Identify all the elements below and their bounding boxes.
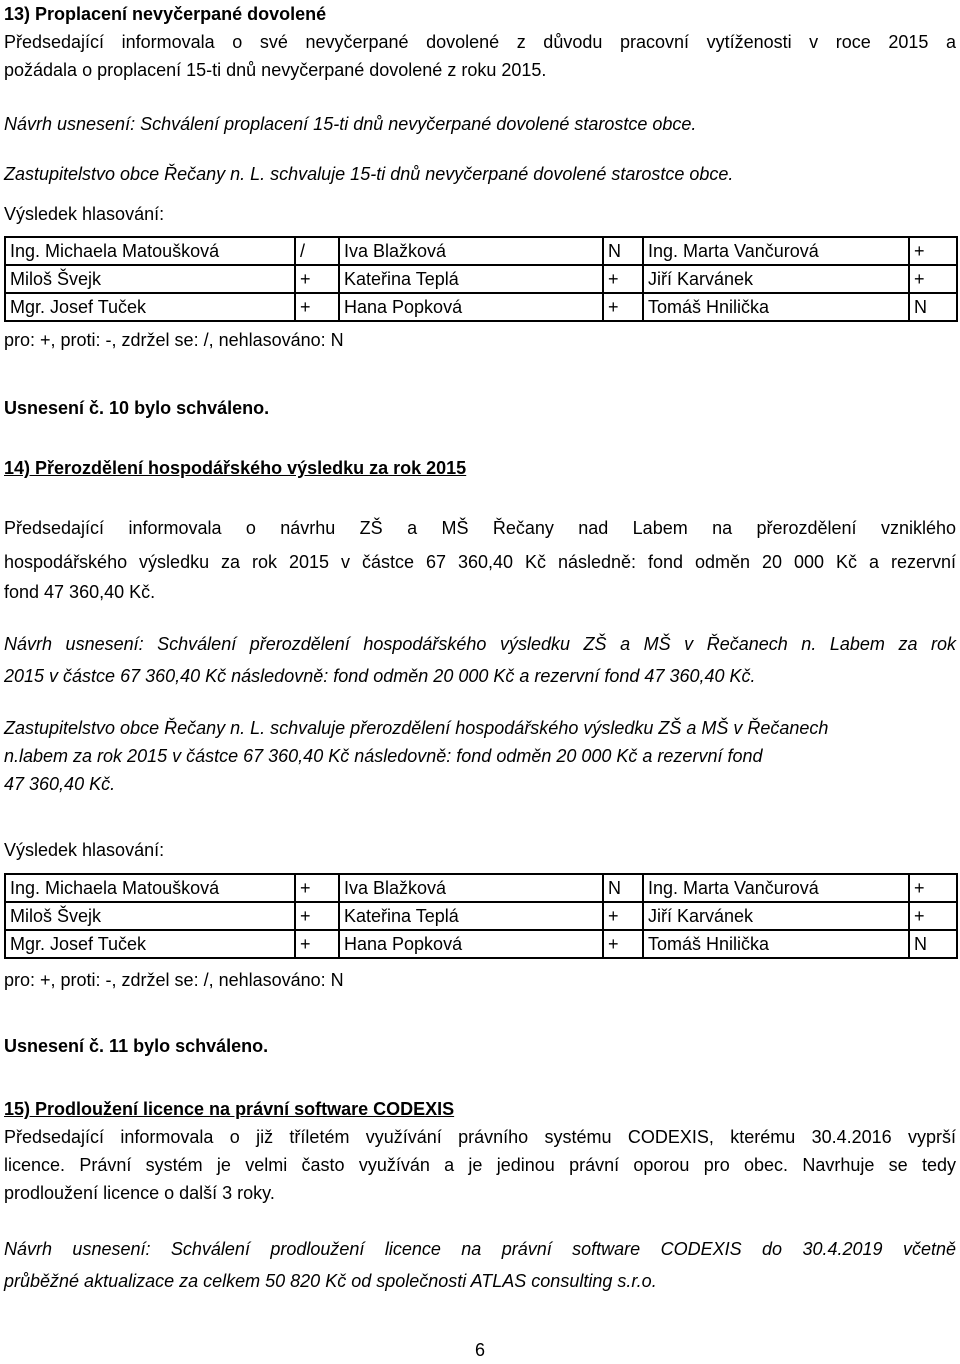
vote-title: Výsledek hlasování:: [4, 204, 165, 224]
vote-mark: N: [603, 874, 643, 902]
intro-line: fond 47 360,40 Kč.: [4, 582, 156, 602]
member-name: Ing. Michaela Matoušková: [5, 237, 295, 265]
member-name: Jiří Karvánek: [643, 265, 909, 293]
vote-mark: +: [909, 874, 957, 902]
vote-mark: +: [295, 902, 339, 930]
member-name: Iva Blažková: [339, 237, 603, 265]
proposal-line: 2015 v částce 67 360,40 Kč následovně: fond odměn 20 000 Kč a rezervní fond 47 360,40 Kč.: [4, 666, 756, 686]
decision-text: Zastupitelstvo obce Řečany n. L. schvaluje 15-ti dnů nevyčerpané dovolené starostce obce.: [4, 164, 734, 184]
vote-mark: +: [909, 265, 957, 293]
member-name: Tomáš Hnilička: [643, 930, 909, 958]
vote-mark: +: [603, 902, 643, 930]
vote-title: Výsledek hlasování:: [4, 840, 165, 860]
resolution-result: Usnesení č. 11 bylo schváleno.: [4, 1036, 269, 1056]
section-heading: 14) Přerozdělení hospodářského výsledku za rok 2015: [4, 458, 467, 478]
member-name: Ing. Marta Vančurová: [643, 874, 909, 902]
resolution-result: Usnesení č. 10 bylo schváleno.: [4, 398, 270, 418]
vote-row: [5, 265, 957, 293]
member-name: Ing. Michaela Matoušková: [5, 874, 295, 902]
member-name: Hana Popková: [339, 293, 603, 321]
vote-row: [5, 902, 957, 930]
vote-mark: +: [295, 874, 339, 902]
proposal-text: Návrh usnesení: Schválení proplacení 15-ti dnů nevyčerpané dovolené starostce obce.: [4, 114, 697, 134]
proposal-line: Návrh usnesení: Schválení přerozdělení hospodářského výsledku ZŠ a MŠ v Řečanech n. Labem za rok: [4, 634, 956, 654]
vote-mark: +: [295, 293, 339, 321]
proposal-line: Návrh usnesení: Schválení prodloužení licence na právní software CODEXIS do 30.4.2019 včetně: [4, 1239, 956, 1259]
page-number: 6: [474, 1340, 485, 1360]
vote-mark: N: [909, 293, 957, 321]
member-name: Miloš Švejk: [5, 265, 295, 293]
vote-mark: +: [603, 293, 643, 321]
member-name: Iva Blažková: [339, 874, 603, 902]
decision-line: n.labem za rok 2015 v částce 67 360,40 Kč následovně: fond odměn 20 000 Kč a rezervní fond: [4, 746, 763, 766]
vote-mark: +: [295, 265, 339, 293]
member-name: Tomáš Hnilička: [643, 293, 909, 321]
member-name: Mgr. Josef Tuček: [5, 930, 295, 958]
vote-table: [4, 236, 958, 322]
member-name: Kateřina Teplá: [339, 902, 603, 930]
vote-table: [4, 873, 958, 959]
vote-mark: +: [909, 237, 957, 265]
intro-line: Předsedající informovala o návrhu ZŠ a MŠ Řečany nad Labem na přerozdělení vzniklého: [4, 518, 956, 538]
vote-mark: N: [909, 930, 957, 958]
vote-mark: /: [295, 237, 339, 265]
intro-line: Předsedající informovala o již tříletém využívání právního systému CODEXIS, kterému 30.4.2016 vyprší: [4, 1127, 956, 1147]
vote-mark: N: [603, 237, 643, 265]
member-name: Mgr. Josef Tuček: [5, 293, 295, 321]
vote-row: [5, 930, 957, 958]
member-name: Ing. Marta Vančurová: [643, 237, 909, 265]
intro-line: licence. Právní systém je velmi často využíván a je jedinou právní oporou pro obec. Navrhuje se tedy: [4, 1155, 956, 1175]
vote-legend: pro: +, proti: -, zdržel se: /, nehlasováno: N: [4, 970, 344, 990]
section-heading: 13) Proplacení nevyčerpané dovolené: [4, 4, 327, 24]
vote-mark: +: [603, 930, 643, 958]
proposal-line: průběžné aktualizace za celkem 50 820 Kč od společnosti ATLAS consulting s.r.o.: [4, 1271, 657, 1291]
vote-row: [5, 293, 957, 321]
member-name: Miloš Švejk: [5, 902, 295, 930]
decision-line: Zastupitelstvo obce Řečany n. L. schvaluje přerozdělení hospodářského výsledku ZŠ a MŠ v Řečanech: [4, 718, 829, 738]
member-name: Hana Popková: [339, 930, 603, 958]
member-name: Jiří Karvánek: [643, 902, 909, 930]
member-name: Kateřina Teplá: [339, 265, 603, 293]
intro-line: Předsedající informovala o své nevyčerpané dovolené z důvodu pracovní vytíženosti v roce 2015 a: [4, 32, 956, 52]
vote-mark: +: [909, 902, 957, 930]
decision-line: 47 360,40 Kč.: [4, 774, 116, 794]
vote-mark: +: [295, 930, 339, 958]
vote-row: [5, 237, 957, 265]
intro-line: prodloužení licence o další 3 roky.: [4, 1183, 275, 1203]
section-heading: 15) Prodloužení licence na právní software CODEXIS: [4, 1099, 455, 1119]
vote-mark: +: [603, 265, 643, 293]
intro-line: požádala o proplacení 15-ti dnů nevyčerpané dovolené z roku 2015.: [4, 60, 547, 80]
intro-line: hospodářského výsledku za rok 2015 v částce 67 360,40 Kč následně: fond odměn 20 000 Kč a rezervní: [4, 552, 956, 572]
vote-legend: pro: +, proti: -, zdržel se: /, nehlasováno: N: [4, 330, 344, 350]
vote-row: [5, 874, 957, 902]
